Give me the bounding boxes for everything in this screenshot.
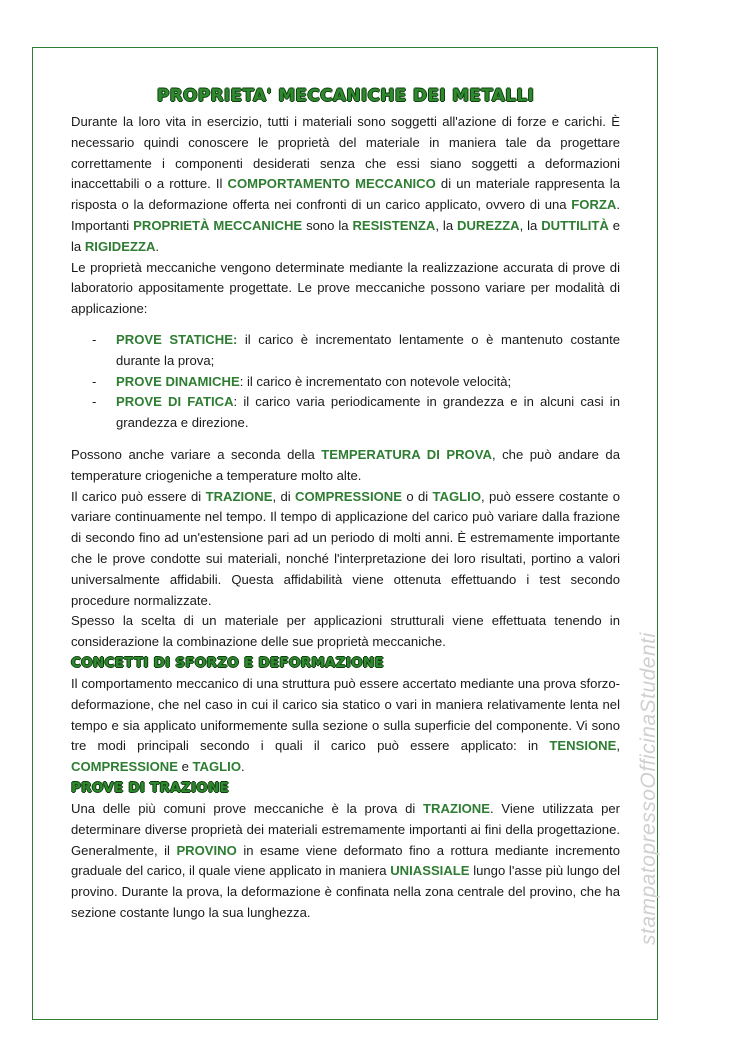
intro-paragraph: Durante la loro vita in esercizio, tutti i materiali sono soggetti all'azione di forze e carichi. È necessario quindi conoscere le proprietà del materiale in maniera tale da progettare correttamente i componenti desiderati senza che essi siano soggetti a deformazioni inaccettabili o a rotture. Il COMPORTAMENTO MECCANICO di un materiale rappresenta la risposta o la deformazione offerta nei confronti di un carico applicato, ovvero di una FORZA. Importanti PROPRIETÀ MECCANICHE sono la RESISTENZA, la DUREZZA, la DUTTILITÀ e la RIGIDEZZA. xyxy=(71,114,621,254)
keyword: TRAZIONE xyxy=(205,488,273,504)
keyword: UNIASSIALE xyxy=(390,863,470,879)
page-title: PROPRIETA' MECCANICHE DEI METALLI xyxy=(156,86,535,106)
keyword: DUREZZA xyxy=(457,217,520,233)
keyword: TAGLIO xyxy=(432,488,482,504)
keyword: RESISTENZA xyxy=(352,217,436,233)
watermark: stampatopressoOfficinaStudenti xyxy=(637,632,660,945)
keyword: PROPRIETÀ MECCANICHE xyxy=(133,217,303,233)
keyword: TRAZIONE xyxy=(423,800,490,816)
selection-paragraph: Spesso la scelta di un materiale per applicazioni strutturali viene effettuata tenendo in considerazione la combinazione delle sue proprietà meccaniche. xyxy=(71,613,620,650)
load-paragraph: Il carico può essere di TRAZIONE, di COMPRESSIONE o di TAGLIO, può essere costante o variare continuamente nel tempo. Il tempo di applicazione del carico può variare dalla frazione di secondo fino ad un'estensione pari ad un periodo di molti anni. È estremamente importante che le prove condotte sui materiali, nonché l'interpretazione dei loro risultati, portino a valori universalmente affidabili. Questa affidabilità viene ottenuta effettuando i test secondo procedure normalizzate. xyxy=(71,488,620,608)
keyword: TEMPERATURA DI PROVA xyxy=(321,446,492,462)
document-body xyxy=(71,84,620,924)
temperature-paragraph: Possono anche variare a seconda della TEMPERATURA DI PROVA, che può andare da temperature criogeniche a temperature molto alte. xyxy=(71,446,620,483)
keyword: RIGIDEZZA xyxy=(84,238,156,254)
tests-paragraph: Le proprietà meccaniche vengono determinate mediante la realizzazione accurata di prove di laboratorio appositamente progettate. Le prove meccaniche possono variare per modalità di applicazione: xyxy=(71,259,620,317)
keyword: FORZA xyxy=(571,197,617,213)
list-item: - PROVE STATICHE: il carico è incrementato lentamente o è mantenuto costante durante la prova; xyxy=(71,330,620,372)
keyword: COMPRESSIONE xyxy=(71,759,178,775)
keyword: PROVINO xyxy=(176,842,237,858)
keyword: TAGLIO xyxy=(192,759,242,775)
keyword: COMPRESSIONE xyxy=(295,488,402,504)
keyword: TENSIONE xyxy=(549,738,617,754)
keyword: COMPORTAMENTO MECCANICO xyxy=(227,176,436,192)
stress-paragraph: Il comportamento meccanico di una struttura può essere accertato mediante una prova sforzo-deformazione, che nel caso in cui il carico sia statico o vari in maniera relativamente lenta nel tempo e sia applicato uniformemente sulla sezione o sulla superficie del componente. Vi sono tre modi principali secondo i quali il carico può essere applicato: in TENSIONE, COMPRESSIONE e TAGLIO. xyxy=(71,675,620,775)
section-heading: PROVE DI TRAZIONE xyxy=(71,779,230,796)
keyword: DUTTILITÀ xyxy=(541,217,609,233)
list-item: - PROVE DINAMICHE: il carico è incrementato con notevole velocità; xyxy=(71,372,620,393)
tensile-paragraph: Una delle più comuni prove meccaniche è la prova di TRAZIONE. Viene utilizzata per determinare diverse proprietà dei materiali estremamente importanti ai fini della progettazione. Generalmente, il PROVINO in esame viene deformato fino a rottura mediante incremento graduale del carico, il quale viene applicato in maniera UNIASSIALE lungo l'asse più lungo del provino. Durante la prova, la deformazione è confinata nella zona centrale del provino, che ha sezione costante lungo la sua lunghezza. xyxy=(71,800,621,920)
list-item: - PROVE DI FATICA: il carico varia periodicamente in grandezza e in alcuni casi in grandezza e direzione. xyxy=(71,392,620,434)
test-types-list xyxy=(71,330,620,434)
section-heading: CONCETTI DI SFORZO E DEFORMAZIONE xyxy=(71,654,384,671)
